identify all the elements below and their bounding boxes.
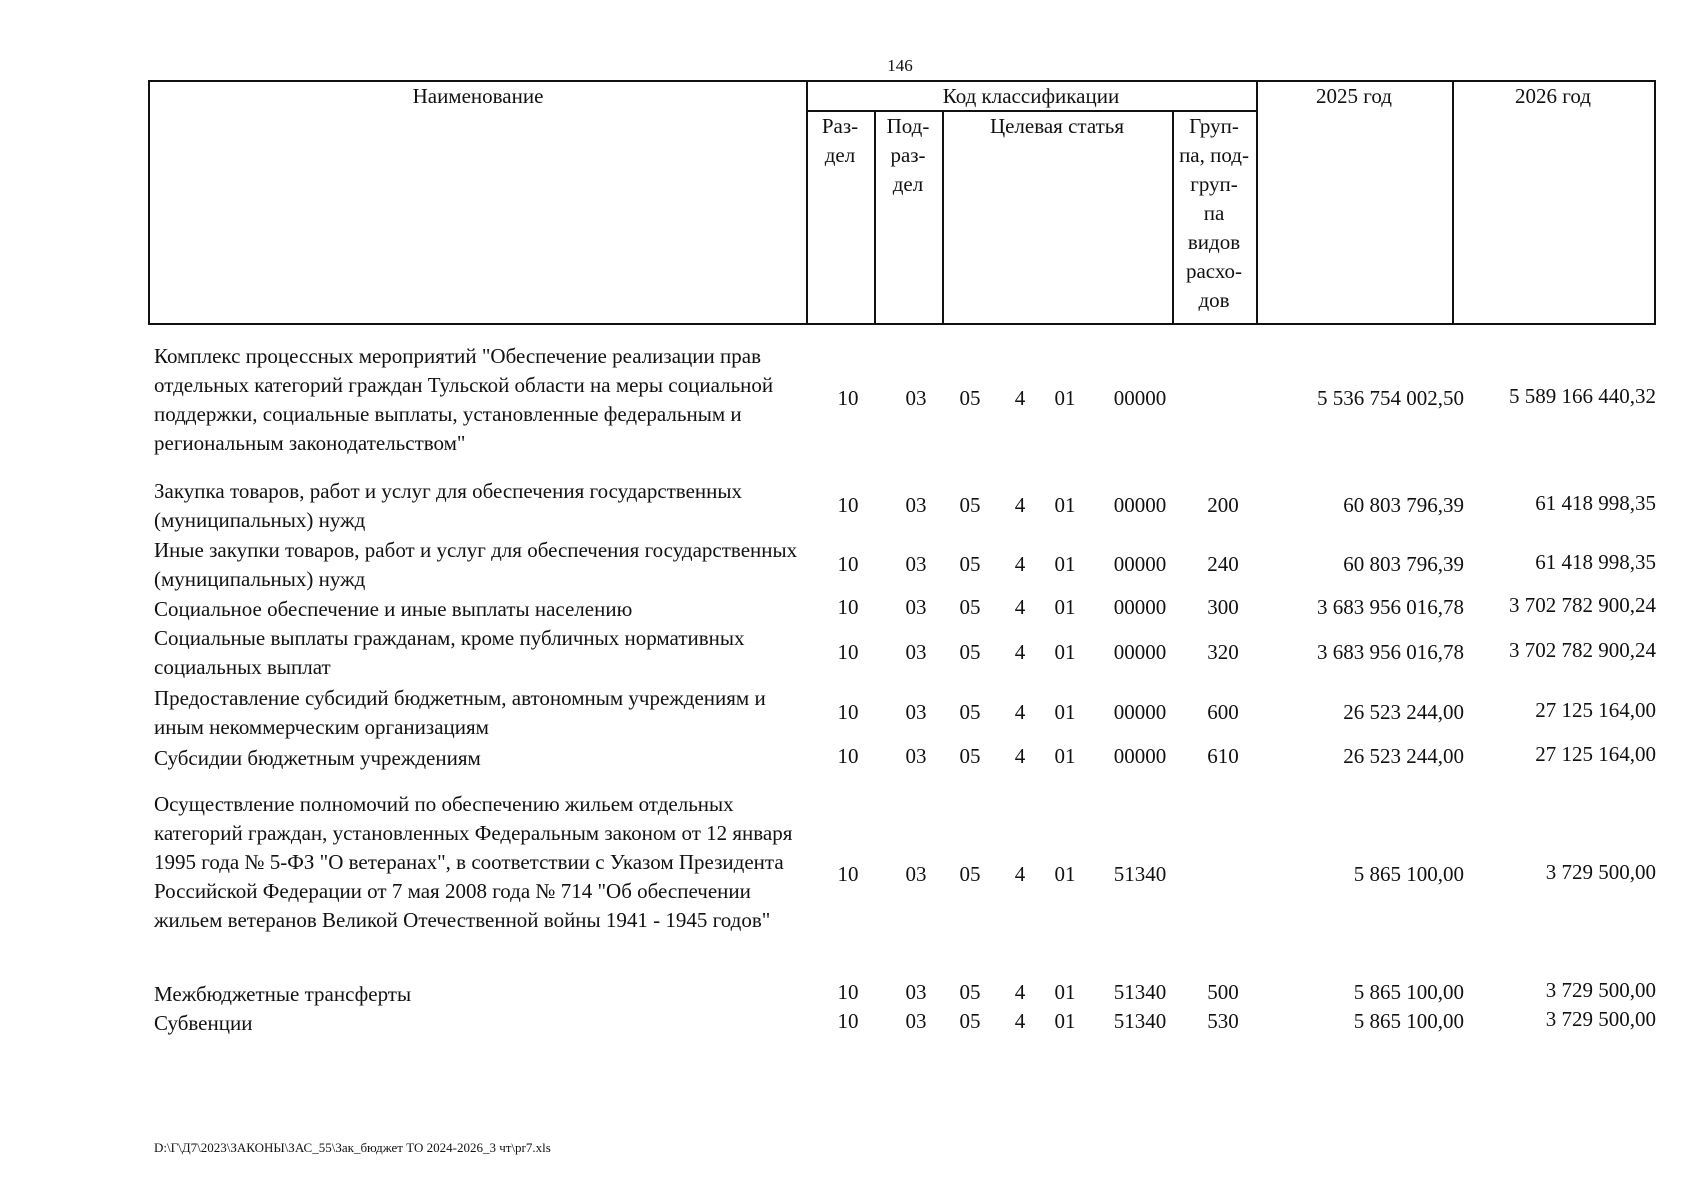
divider xyxy=(942,110,944,323)
row-2026: 3 702 782 900,24 xyxy=(1509,593,1656,617)
row-razdel: 10 xyxy=(837,493,859,517)
row-target-part: 05 xyxy=(959,493,981,517)
row-target-part: 05 xyxy=(959,1009,981,1033)
row-target-part: 4 xyxy=(1014,1009,1026,1033)
row-group: 610 xyxy=(1207,744,1239,768)
row-razdel: 10 xyxy=(837,700,859,724)
row-2025: 5 536 754 002,50 xyxy=(1317,386,1464,410)
row-2026: 3 729 500,00 xyxy=(1545,860,1656,884)
row-2025: 3 683 956 016,78 xyxy=(1317,595,1464,619)
row-2026: 61 418 998,35 xyxy=(1535,491,1656,515)
row-razdel: 10 xyxy=(837,386,859,410)
row-target-part: 00000 xyxy=(1113,700,1167,724)
row-podrazdel: 03 xyxy=(905,700,927,724)
row-group: 200 xyxy=(1207,493,1239,517)
row-razdel: 10 xyxy=(837,595,859,619)
row-target-part: 01 xyxy=(1054,700,1076,724)
row-target-part: 4 xyxy=(1014,980,1026,1004)
row-razdel: 10 xyxy=(837,1009,859,1033)
row-podrazdel: 03 xyxy=(905,493,927,517)
row-podrazdel: 03 xyxy=(905,640,927,664)
row-target-part: 00000 xyxy=(1113,386,1167,410)
row-group: 240 xyxy=(1207,552,1239,576)
row-podrazdel: 03 xyxy=(905,744,927,768)
row-target-part: 4 xyxy=(1014,595,1026,619)
row-target-part: 00000 xyxy=(1113,595,1167,619)
row-target-part: 05 xyxy=(959,552,981,576)
row-name: Субсидии бюджетным учреждениям xyxy=(154,746,481,770)
row-2026: 61 418 998,35 xyxy=(1535,550,1656,574)
row-razdel: 10 xyxy=(837,552,859,576)
row-group: 530 xyxy=(1207,1009,1239,1033)
row-target-part: 05 xyxy=(959,980,981,1004)
row-target-part: 4 xyxy=(1014,744,1026,768)
header-code-group: Код классификации xyxy=(942,84,1120,108)
row-target-part: 00000 xyxy=(1113,640,1167,664)
row-name: Межбюджетные трансферты xyxy=(154,982,412,1006)
row-group: 600 xyxy=(1207,700,1239,724)
row-2026: 5 589 166 440,32 xyxy=(1509,384,1656,408)
row-name: Предоставление субсидий бюджетным, автономным учреждениям и иным некоммерческим организациям xyxy=(154,686,766,739)
row-razdel: 10 xyxy=(837,744,859,768)
header-podrazdel: Под- раз- дел xyxy=(886,114,930,196)
row-target-part: 01 xyxy=(1054,640,1076,664)
row-target-part: 4 xyxy=(1014,493,1026,517)
row-podrazdel: 03 xyxy=(905,1009,927,1033)
row-2025: 5 865 100,00 xyxy=(1353,1009,1464,1033)
row-2026: 27 125 164,00 xyxy=(1535,742,1656,766)
row-2025: 26 523 244,00 xyxy=(1343,744,1464,768)
row-target-part: 01 xyxy=(1054,980,1076,1004)
row-2026: 27 125 164,00 xyxy=(1535,698,1656,722)
row-name: Осуществление полномочий по обеспечению жильем отдельных категорий граждан, установленных Федеральным законом от 12 января 1995 года № 5-ФЗ "О ветеранах", в соответствии с Указом Президента Российской Федерации от 7 мая 2008 года № 714 "Об обеспечении жильем ветеранов Великой Отечественной войны 1941 - 1945 годов" xyxy=(154,792,793,932)
row-target-part: 05 xyxy=(959,386,981,410)
row-target-part: 05 xyxy=(959,744,981,768)
row-2026: 3 702 782 900,24 xyxy=(1509,638,1656,662)
row-target-part: 4 xyxy=(1014,862,1026,886)
row-target-part: 01 xyxy=(1054,493,1076,517)
row-target-part: 01 xyxy=(1054,386,1076,410)
row-2025: 5 865 100,00 xyxy=(1353,980,1464,1004)
row-target-part: 00000 xyxy=(1113,493,1167,517)
row-group: 500 xyxy=(1207,980,1239,1004)
row-target-part: 00000 xyxy=(1113,552,1167,576)
row-target-part: 51340 xyxy=(1113,1009,1167,1033)
row-target-part: 51340 xyxy=(1113,980,1167,1004)
row-podrazdel: 03 xyxy=(905,980,927,1004)
footer-file-path: D:\Г\Д7\2023\ЗАКОНЫ\ЗАС_55\Зак_бюджет ТО 2024-2026_3 чт\pr7.xls xyxy=(154,1140,551,1155)
row-name: Субвенции xyxy=(154,1011,253,1035)
row-target-part: 00000 xyxy=(1113,744,1167,768)
row-podrazdel: 03 xyxy=(905,862,927,886)
row-target-part: 4 xyxy=(1014,700,1026,724)
row-2025: 3 683 956 016,78 xyxy=(1317,640,1464,664)
row-podrazdel: 03 xyxy=(905,595,927,619)
row-2026: 3 729 500,00 xyxy=(1545,1007,1656,1031)
header-name: Наименование xyxy=(412,84,544,108)
row-name: Комплекс процессных мероприятий "Обеспечение реализации прав отдельных категорий граждан Тульской области на меры социальной поддержки, социальные выплаты, установленные федеральным и региональным законодательством" xyxy=(154,344,774,455)
header-2025: 2025 год xyxy=(1316,84,1392,108)
header-target: Целевая статья xyxy=(989,114,1125,138)
row-target-part: 4 xyxy=(1014,552,1026,576)
row-name: Закупка товаров, работ и услуг для обеспечения государственных (муниципальных) нужд xyxy=(154,479,743,532)
divider xyxy=(1256,82,1258,323)
row-razdel: 10 xyxy=(837,862,859,886)
row-name: Социальное обеспечение и иные выплаты населению xyxy=(154,597,633,621)
header-group: Груп- па, под- груп- па видов расхо- дов xyxy=(1179,114,1249,312)
row-target-part: 51340 xyxy=(1113,862,1167,886)
row-podrazdel: 03 xyxy=(905,386,927,410)
row-2025: 60 803 796,39 xyxy=(1343,552,1464,576)
row-target-part: 4 xyxy=(1014,386,1026,410)
row-target-part: 01 xyxy=(1054,1009,1076,1033)
row-podrazdel: 03 xyxy=(905,552,927,576)
row-target-part: 01 xyxy=(1054,862,1076,886)
header-razdel: Раз- дел xyxy=(821,114,859,167)
row-name: Социальные выплаты гражданам, кроме публичных нормативных социальных выплат xyxy=(154,626,745,679)
row-target-part: 05 xyxy=(959,862,981,886)
row-2025: 60 803 796,39 xyxy=(1343,493,1464,517)
row-2025: 26 523 244,00 xyxy=(1343,700,1464,724)
table-header xyxy=(148,80,1656,325)
page-number: 146 xyxy=(887,56,913,75)
row-target-part: 05 xyxy=(959,640,981,664)
row-target-part: 01 xyxy=(1054,595,1076,619)
row-target-part: 4 xyxy=(1014,640,1026,664)
row-2025: 5 865 100,00 xyxy=(1353,862,1464,886)
row-target-part: 01 xyxy=(1054,744,1076,768)
row-target-part: 05 xyxy=(959,595,981,619)
row-razdel: 10 xyxy=(837,980,859,1004)
row-2026: 3 729 500,00 xyxy=(1545,978,1656,1002)
row-group: 300 xyxy=(1207,595,1239,619)
divider xyxy=(1452,82,1454,323)
row-target-part: 01 xyxy=(1054,552,1076,576)
row-group: 320 xyxy=(1207,640,1239,664)
row-target-part: 05 xyxy=(959,700,981,724)
header-2026: 2026 год xyxy=(1515,84,1591,108)
row-name: Иные закупки товаров, работ и услуг для обеспечения государственных (муниципальных) нужд xyxy=(154,538,798,591)
row-razdel: 10 xyxy=(837,640,859,664)
